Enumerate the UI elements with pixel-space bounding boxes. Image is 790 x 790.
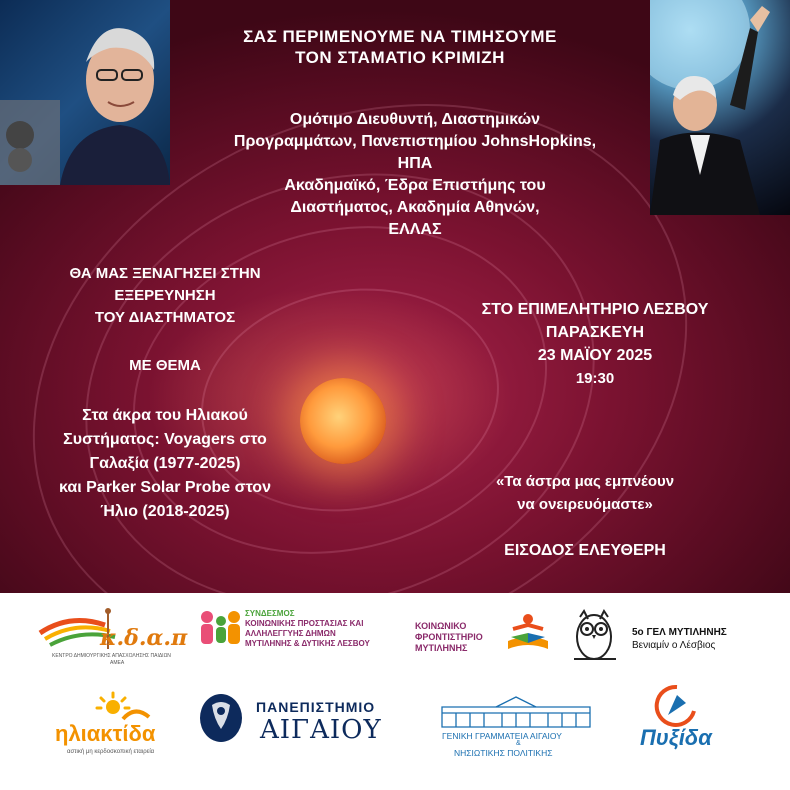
venue-line: ΣΤΟ ΕΠΙΜΕΛΗΤΗΡΙΟ ΛΕΣΒΟΥ bbox=[481, 301, 709, 318]
credential-line: Ακαδημαϊκό, Έδρα Επιστήμης του bbox=[284, 177, 546, 194]
iliaktida-subtitle: αστική μη κερδοσκοπική εταιρεία bbox=[67, 749, 155, 755]
credentials bbox=[170, 109, 660, 241]
kdap-subtitle-2: ΑΜΕΑ bbox=[110, 660, 125, 666]
man-portrait-image bbox=[0, 0, 170, 185]
iliaktida-name: ηλιακτίδα bbox=[55, 721, 156, 746]
credential-line: Προγραμμάτων, Πανεπιστημίου JohnsHopkins, bbox=[233, 133, 597, 150]
quote bbox=[440, 470, 730, 516]
tour-text bbox=[10, 263, 320, 329]
frontistirio-line: ΚΟΙΝΩΝΙΚΟ bbox=[415, 621, 467, 631]
syndesmos-line: ΑΛΛΗΛΕΓΓΥΗΣ ΔΗΜΩΝ bbox=[245, 629, 336, 638]
ministry-line: ΓΕΝΙΚΗ ΓΡΑΜΜΑΤΕΙΑ ΑΙΓΑΙΟΥ bbox=[442, 731, 562, 741]
topic-line: και Parker Solar Probe στον bbox=[59, 479, 271, 496]
tour-line: ΘΑ ΜΑΣ ΞΕΝΑΓΗΣΕΙ ΣΤΗΝ bbox=[69, 265, 261, 282]
aegean-emblem-icon bbox=[198, 693, 244, 743]
frontistirio-line: ΜΥΤΙΛΗΝΗΣ bbox=[415, 643, 468, 653]
gel-name: 5ο ΓΕΛ ΜΥΤΙΛΗΝΗΣ bbox=[632, 627, 727, 638]
syndesmos-line: ΚΟΙΝΩΝΙΚΗΣ ΠΡΟΣΤΑΣΙΑΣ ΚΑΙ bbox=[245, 619, 364, 628]
credential-line: Διαστήματος, Ακαδημία Αθηνών, bbox=[290, 199, 540, 216]
ministry-line: & bbox=[516, 740, 521, 747]
ministry-line: ΝΗΣΙΩΤΙΚΗΣ ΠΟΛΙΤΙΚΗΣ bbox=[454, 748, 553, 758]
kdap-logo bbox=[30, 605, 188, 666]
tour-line: ΤΟΥ ΔΙΑΣΤΗΜΑΤΟΣ bbox=[94, 309, 236, 326]
credential-line: ΗΠΑ bbox=[397, 155, 433, 172]
topic-line: Στα άκρα του Ηλιακού bbox=[82, 407, 248, 424]
sponsor-logos bbox=[0, 593, 790, 790]
people-family-icon bbox=[195, 607, 243, 651]
venue bbox=[430, 298, 760, 390]
headline-line: ΣΑΣ ΠΕΡΙΜΕΝΟΥΜΕ ΝΑ ΤΙΜΗΣΟΥΜΕ bbox=[243, 27, 557, 46]
topic-line: Γαλαξία (1977-2025) bbox=[89, 455, 241, 472]
lecture-topic bbox=[5, 404, 325, 524]
gel-logo bbox=[570, 607, 770, 667]
gel-subtitle: Βενιαμίν ο Λέσβιος bbox=[632, 640, 716, 651]
quote-line: «Τα άστρα μας εμπνέουν bbox=[495, 473, 675, 490]
syndesmos-logo bbox=[195, 607, 395, 657]
portrait-photo-right bbox=[650, 0, 790, 215]
tour-line: ΕΞΕΡΕΥΝΗΣΗ bbox=[114, 287, 216, 304]
ministry-logo bbox=[436, 693, 611, 763]
aegean-line: ΠΑΝΕΠΙΣΤΗΜΙΟ bbox=[256, 699, 376, 715]
pyxida-logo bbox=[640, 683, 740, 763]
ministry-building-icon bbox=[436, 693, 596, 729]
topic-line: Ήλιο (2018-2025) bbox=[100, 503, 230, 520]
venue-line: ΠΑΡΑΣΚΕΥΗ bbox=[545, 324, 645, 341]
man-pointing-sky-image bbox=[650, 0, 790, 215]
owl-icon bbox=[570, 607, 625, 663]
kdap-name: κ.δ.α.π bbox=[100, 625, 188, 651]
syndesmos-line: ΣΥΝΔΕΣΜΟΣ bbox=[245, 609, 295, 618]
pyxida-name: Πυξίδα bbox=[640, 725, 712, 750]
iliaktida-logo bbox=[55, 691, 185, 761]
credential-line: ΕΛΛΑΣ bbox=[388, 221, 442, 238]
sun-rays-icon bbox=[83, 691, 153, 725]
quote-line: να ονειρευόμαστε» bbox=[517, 496, 653, 513]
event-date: 23 ΜΑΪΟΥ 2025 bbox=[537, 347, 653, 364]
headline-line: ΤΟΝ ΣΤΑΜΑΤΙΟ ΚΡΙΜΙΖΗ bbox=[295, 48, 505, 68]
frontistirio-logo bbox=[415, 611, 555, 661]
free-entry: ΕΙΣΟΔΟΣ ΕΛΕΥΘΕΡΗ bbox=[504, 542, 666, 559]
aegean-university-logo bbox=[198, 693, 398, 753]
portrait-photo-left bbox=[0, 0, 170, 185]
event-time: 19:30 bbox=[575, 370, 615, 387]
book-person-icon bbox=[503, 611, 553, 653]
topic-line: Συστήματος: Voyagers στο bbox=[63, 431, 267, 448]
credential-line: Ομότιμο Διευθυντή, Διαστημικών bbox=[289, 111, 541, 128]
syndesmos-line: ΜΥΤΙΛΗΝΗΣ & ΔΥΤΙΚΗΣ ΛΕΣΒΟΥ bbox=[245, 639, 370, 648]
kdap-subtitle: ΚΕΝΤΡΟ ΔΗΜΙΟΥΡΓΙΚΗΣ ΑΠΑΣΧΟΛΗΣΗΣ ΠΑΙΔΙΩΝ bbox=[52, 653, 171, 659]
frontistirio-line: ΦΡΟΝΤΙΣΤΗΡΙΟ bbox=[415, 632, 483, 642]
compass-icon bbox=[654, 683, 700, 727]
headline bbox=[170, 26, 630, 69]
aegean-line: ΑΙΓΑΙΟΥ bbox=[260, 715, 382, 745]
theme-label: ΜΕ ΘΕΜΑ bbox=[129, 357, 201, 374]
